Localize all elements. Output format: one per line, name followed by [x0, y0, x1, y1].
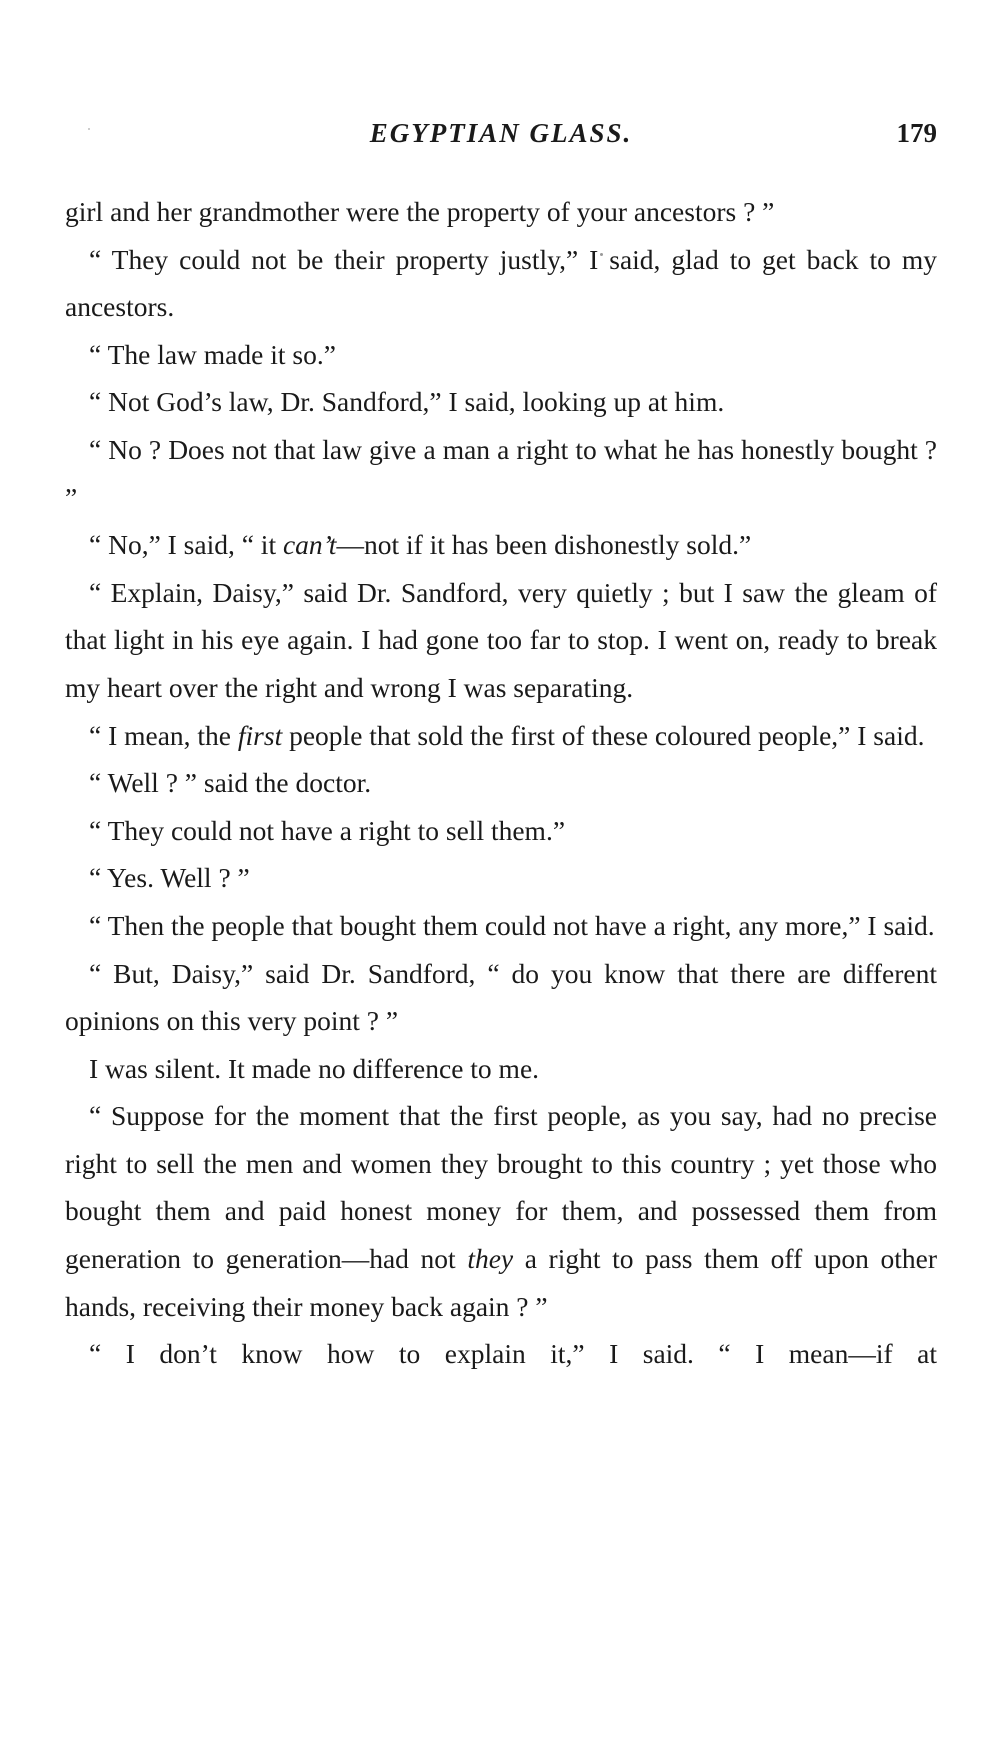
text-run: a right to pass them off upon other hands, receiving their money back again ? ” [65, 1243, 937, 1322]
text-run: “ Not God’s law, Dr. Sandford,” I said, looking up at him. [89, 386, 725, 418]
body-text [65, 188, 937, 1378]
text-run: girl and her grandmother were the property of your ancestors ? ” [65, 196, 775, 227]
paragraph [65, 807, 937, 855]
paragraph [65, 331, 937, 379]
text-run: “ Well ? ” said the doctor. [89, 767, 372, 799]
text-run: “ No ? Does not that law give a man a right to what he has honestly bought ? ” [65, 433, 937, 513]
page-header [65, 118, 937, 158]
text-run: “ I mean, the [89, 719, 238, 751]
text-run: “ Then the people that bought them could not have a right, any more,” I said. [89, 909, 935, 941]
paragraph [65, 1092, 937, 1330]
running-title: EGYPTIAN GLASS. [369, 118, 633, 148]
text-run: people that sold the first of these coloured people,” I said. [282, 719, 925, 751]
text-run: “ No,” I said, “ it [89, 529, 283, 561]
text-run: “ I don’t know how to explain it,” I said. “ I mean—if at [89, 1338, 937, 1370]
paragraph [65, 569, 937, 712]
text-run: “ They could not be their property justly,” I said, glad to get back to my ancestors. [65, 243, 937, 323]
paragraph [65, 759, 937, 807]
paragraph [65, 426, 937, 521]
paragraph [65, 854, 937, 902]
text-run: —not if it has been dishonestly sold.” [336, 529, 752, 561]
text-run: “ They could not have a right to sell them.” [89, 814, 566, 846]
paragraph [65, 712, 937, 760]
page-number: 179 [896, 118, 937, 148]
paragraph [65, 950, 937, 1045]
text-run: “ The law made it so.” [89, 338, 336, 370]
paragraph [65, 378, 937, 426]
italic-text: first [237, 719, 283, 751]
text-run: “ Explain, Daisy,” said Dr. Sandford, very quietly ; but I saw the gleam of that light in his eye again. I had gone too far to stop. I went on, ready to break my heart over the right and wrong I was separating. [65, 576, 937, 703]
paragraph [65, 902, 937, 950]
paragraph [65, 188, 937, 236]
paragraph [65, 1330, 937, 1378]
paragraph [65, 236, 937, 331]
text-run: I was silent. It made no difference to me. [89, 1052, 540, 1084]
text-run: “ But, Daisy,” said Dr. Sandford, “ do you know that there are different opinions on this very point ? ” [65, 957, 937, 1037]
italic-text: they [467, 1243, 514, 1275]
italic-text: can’t [282, 529, 337, 561]
text-run: “ Suppose for the moment that the first people, as you say, had no precise right to sell the men and women they brought to this country ; yet those who bought them and paid honest money for them, and possessed them from generation to generation—had not [65, 1100, 937, 1275]
text-run: “ Yes. Well ? ” [89, 862, 250, 894]
paragraph [65, 521, 937, 569]
paragraph [65, 1045, 937, 1093]
